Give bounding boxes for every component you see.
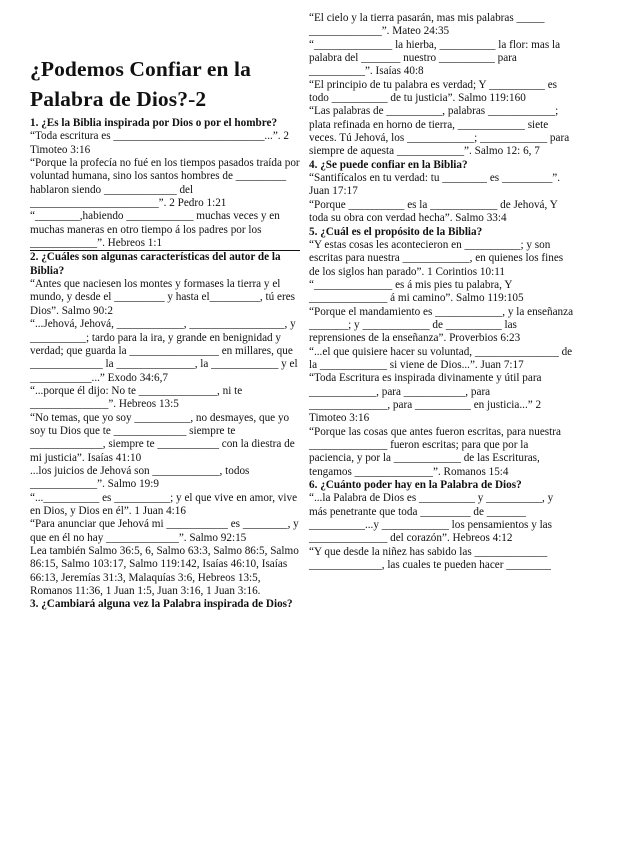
right-paragraph: “El principio de tu palabra es verdad; Y __________ es todo __________ de tu justicia”. Salmo 119:160 [309, 78, 558, 105]
right-paragraph: “Y que desde la niñez has sabido las _____________ _____________, las cuales te pueden hacer ________ [309, 545, 552, 572]
left-paragraph: “Toda escritura es ___________________________...”. 2 Timoteo 3:16 [30, 130, 289, 156]
left-column-body [30, 117, 300, 612]
right-question-heading: 5. ¿Cuál es el propósito de la Biblia? [309, 225, 483, 238]
right-paragraph: “...el que quisiere hacer su voluntad, _______________ de la ____________ si viene de Dios...”. Juan 7:17 [309, 345, 573, 371]
left-paragraph: Lea también Salmo 36:5, 6, Salmo 63:3, Salmo 86:5, Salmo 86:15, Salmo 103:17, Salmo 119:142, Isaías 46:10, Isaías 66:13, Jeremías 31:3, Malaquías 3:6, Hebreos 13:5, Romanos 11:36, 1 Juan 1:5, Juan 3:16, 1 Juan 3:16. [30, 545, 299, 598]
left-question-heading: 3. ¿Cambiará alguna vez la Palabra inspirada de Dios? [30, 598, 293, 611]
right-paragraph: “Y estas cosas les acontecieron en __________; y son escritas para nuestra ____________, en quienes los fines de los siglos han parado”. 1 Corintios 10:11 [309, 238, 564, 278]
right-question-heading: 6. ¿Cuánto poder hay en la Palabra de Dios? [309, 479, 522, 492]
left-paragraph: “...porque él dijo: No te ______________, ni te ______________”. Hebreos 13:5 [30, 384, 243, 411]
right-paragraph: “______________ la hierba, __________ la flor: mas la palabra del _______ nuestro __________ para __________”. Isaías 40:8 [309, 38, 561, 78]
right-paragraph: “Santifícalos en tu verdad: tu ________ es _________”. Juan 17:17 [309, 172, 561, 198]
left-paragraph: “Para anunciar que Jehová mi ___________ es ________, y que en él no hay _____________”. Salmo 92:15 [30, 518, 299, 544]
right-paragraph: “El cielo y la tierra pasarán, mas mis palabras _____ _____________”. Mateo 24:35 [309, 12, 545, 38]
left-paragraph: “________,habiendo ____________ muchas veces y en muchas maneras en otro tiempo á los padres por los ____________”. Hebreos 1:1 [30, 210, 300, 251]
right-paragraph: “Las palabras de __________, palabras ____________; plata refinada en horno de tierra, ____________ siete veces. Tú Jehová, los ____________; ____________ para siempre de aquesta ____________”. Salmo 12: 6, 7 [309, 105, 570, 158]
right-paragraph: “Porque las cosas que antes fueron escritas, para nuestra ______________ fueron escritas; para que por la paciencia, y por la ____________ de las Escrituras, tengamos ______________”. Romanos 15:4 [309, 425, 561, 478]
right-question-heading: 4. ¿Se puede confiar en la Biblia? [309, 158, 468, 171]
left-column [30, 54, 300, 612]
left-question-heading: 1. ¿Es la Biblia inspirada por Dios o por el hombre? [30, 117, 278, 129]
left-paragraph: “Porque la profecía no fué en los tiempos pasados traída por voluntad humana, sino los santos hombres de _________ hablaron siendo _____________ del _______________________”. 2 Pedro 1:21 [30, 157, 300, 210]
left-paragraph: “Antes que naciesen los montes y formases la tierra y el mundo, y desde el _________ y hasta el_________, tú eres Dios”. Salmo 90:2 [30, 278, 296, 317]
page-title: ¿Podemos Confiar en la Palabra de Dios?-2 [30, 57, 251, 111]
right-paragraph: “Porque el mandamiento es ____________, y la enseñanza _______; y ____________ de __________ las reprensiones de la enseñanza”. Proverbios 6:23 [309, 305, 574, 345]
left-paragraph: “...Jehová, Jehová, ____________, _________________, y __________; tardo para la ira, y grande en benignidad y verdad; que guarda la ________________ en millares, que _____________ la ______________, la ____________ y el ___________...” Exodo 34:6,7 [30, 318, 298, 384]
right-paragraph: “______________ es á mis pies tu palabra, Y ______________ á mi camino”. Salmo 119:105 [309, 278, 524, 305]
left-paragraph: “No temas, que yo soy __________, no desmayes, que yo soy tu Dios que te _____________ siempre te _____________, siempre te ___________ con la diestra de mi justicia”. Isaías 41:10 [30, 411, 295, 464]
left-paragraph: “...__________ es __________; y el que vive en amor, vive en Dios, y Dios en él”. 1 Juan 4:16 [30, 491, 298, 517]
right-paragraph: “Toda Escritura es inspirada divinamente y útil para ____________, para ___________, para ______________, para __________ en justicia...” 2 Timoteo 3:16 [309, 372, 542, 425]
left-question-heading: 2. ¿Cuáles son algunas características del autor de la Biblia? [30, 251, 281, 277]
left-paragraph: ...los juicios de Jehová son ____________, todos ____________”. Salmo 19:9 [30, 464, 250, 491]
right-column [309, 12, 574, 572]
right-paragraph: “Porque __________ es la ____________ de Jehová, Y toda su obra con verdad hecha”. Salmo 33:4 [309, 198, 558, 225]
right-column-body [309, 12, 574, 572]
right-paragraph: “...la Palabra de Dios es __________ y __________, y más penetrante que toda _________ de _______ __________...y ____________ los pensamientos y las ______________ del corazón”. Hebreos 4:12 [309, 492, 554, 545]
